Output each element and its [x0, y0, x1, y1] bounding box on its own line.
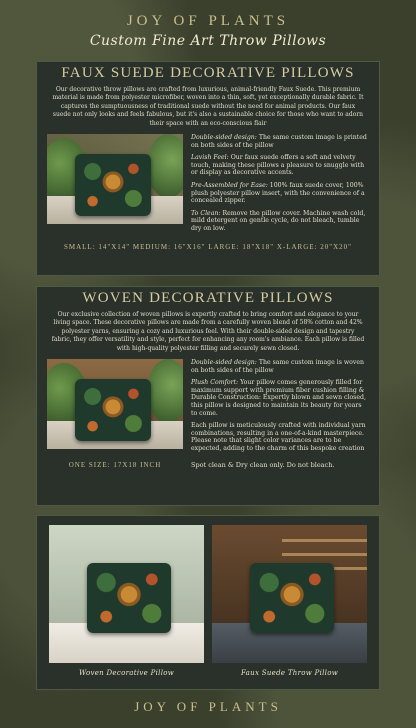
woven-caption: Woven Decorative Pillow: [78, 669, 175, 677]
woven-pillow-bed-photo: [49, 525, 204, 663]
woven-features: [191, 359, 369, 458]
woven-panel: [36, 286, 380, 506]
lion-pillow-image: [75, 379, 151, 441]
woven-intro: Our exclusive collection of woven pillows is expertly crafted to bring comfort and elegance to your living space. These decorative pillows are made from a carefully woven blend of 58% cotton and 42% polyester yarns, ensuring a cozy and luxurious feel. With their double-sided design and tapestry fabric, they offer versatility and style, perfect for enhancing any room's ambiance. Each pillow is filled with high-quality polyester filling and securely sewn closed.: [51, 311, 365, 352]
page-subtitle: Custom Fine Art Throw Pillows: [89, 33, 327, 49]
woven-care: Spot clean & Dry clean only. Do not bleach.: [191, 460, 335, 469]
faux-suede-features: [191, 134, 369, 238]
woven-pillow-photo: [47, 359, 183, 449]
footer-brand: JOY OF PLANTS: [134, 699, 282, 714]
faux-suede-caption: Faux Suede Throw Pillow: [240, 669, 339, 677]
lion-pillow-image: [75, 154, 151, 216]
feature-item: Double-sided design: The same custom image is woven on both sides of the pillow: [191, 359, 365, 374]
feature-item: To Clean: Remove the pillow cover. Machine wash cold, mild detergent on gentle cycle, do not bleach, tumble dry on low.: [191, 209, 366, 232]
faux-suede-pillow-photo: [47, 134, 183, 224]
feature-item: Each pillow is meticulously crafted with individual yarn combinations, resulting in a one-of-a-kind masterpiece. Please note that slight color variances are to be expected, adding to the charm of this bespoke creation: [191, 422, 366, 452]
faux-suede-panel: [36, 61, 380, 276]
lion-pillow-image: [250, 563, 334, 633]
faux-suede-title: FAUX SUEDE DECORATIVE PILLOWS: [61, 65, 355, 81]
woven-title: WOVEN DECORATIVE PILLOWS: [82, 290, 334, 306]
faux-suede-intro: Our decorative throw pillows are crafted from luxurious, animal-friendly Faux Suede. This premium material is made from polyester microfiber, woven into a thin, soft, yet exceptionally durable fabric. It captures the sumptuousness of traditional suede without the need for animal products. Our faux suede not only looks and feels fabulous, but it's also a sustainable choice for those who want to adorn their space with an eco-conscious flair: [52, 86, 364, 127]
gallery-panel: [36, 515, 380, 690]
feature-item: Lavish Feel: Our faux suede offers a soft and velvety touch, making these pillows a pleasure to snuggle with or display as decorative accents.: [191, 154, 365, 177]
faux-suede-sofa-photo: [212, 525, 367, 663]
woven-size: ONE SIZE: 17X18 INCH: [68, 460, 162, 469]
lion-pillow-image: [87, 563, 171, 633]
feature-item: Plush Comfort: Your pillow comes generously filled for maximum support with premium fiber cushion filling & Durable Construction: Expertly blown and sewn closed, this pillow is designed to maintain its beauty for years to come.: [191, 379, 366, 417]
feature-item: Double-sided design: The same custom image is printed on both sides of the pillow: [191, 134, 367, 149]
feature-item: Pre-Assembled for Ease: 100% faux suede cover, 100% plush polyester pillow insert, with the convenience of a concealed zipper.: [191, 182, 365, 205]
brand-title: JOY OF PLANTS: [126, 13, 290, 29]
faux-suede-sizes: SMALL: 14"X14" MEDIUM: 16"X16" LARGE: 18"X18" X-LARGE: 20"X20": [63, 242, 353, 251]
